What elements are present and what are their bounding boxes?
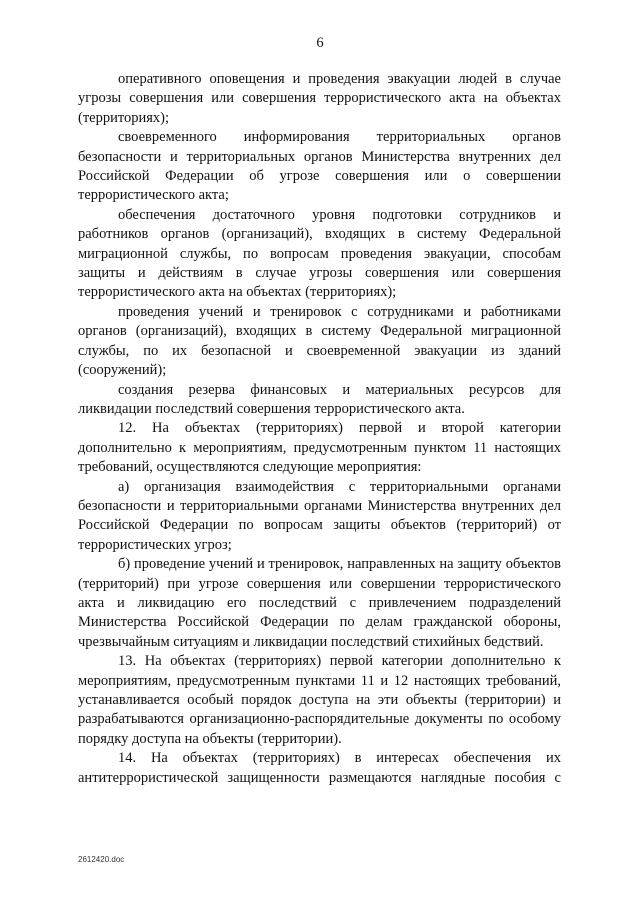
paragraph: своевременного информирования территориальных органов безопасности и территориальных органов Министерства внутренних дел Российской Федерации об угрозе совершения или о совершении террористического акта; xyxy=(78,129,561,204)
paragraph: создания резерва финансовых и материальных ресурсов для ликвидации последствий совершения террористического акта. xyxy=(78,381,561,417)
paragraph: 13. На объектах (территориях) первой категории дополнительно к мероприятиям, предусмотренным пунктами 11 и 12 настоящих требований, устанавливается особый порядок доступа на эти объекты (территории) и разрабатываются организационно-распорядительные документы по особому порядку доступа на объекты (территории). xyxy=(78,653,561,747)
paragraph: а) организация взаимодействия с территориальными органами безопасности и территориальными органами Министерства внутренних дел Российской Федерации по вопросам защиты объектов (территорий) от террористических угроз; xyxy=(78,478,561,553)
paragraph: оперативного оповещения и проведения эвакуации людей в случае угрозы совершения или совершения террористического акта на объектах (территориях); xyxy=(78,71,561,126)
page-number: 6 xyxy=(316,35,324,51)
paragraph: 14. На объектах (территориях) в интересах обеспечения их антитеррористической защищенности размещаются наглядные пособия с xyxy=(78,750,561,786)
paragraph: обеспечения достаточного уровня подготовки сотрудников и работников органов (организаций), входящих в систему Федеральной миграционной службы, по вопросам проведения эвакуации, способам защиты и действиям в случае угрозы совершения или совершения террористического акта на объектах (территориях); xyxy=(78,206,561,301)
paragraph: 12. На объектах (территориях) первой и второй категории дополнительно к мероприятиям, предусмотренным пунктом 11 настоящих требований, осуществляются следующие мероприятия: xyxy=(78,420,561,476)
footer-filename: 2612420.doc xyxy=(78,855,125,864)
document-body xyxy=(78,70,561,788)
paragraph: б) проведение учений и тренировок, направленных на защиту объектов (территорий) при угрозе совершения или совершении террористического акта и ликвидацию его последствий с привлечением подразделений Министерства Российской Федерации по делам гражданской обороны, чрезвычайным ситуациям и ликвидации последствий стихийных бедствий. xyxy=(78,556,561,650)
paragraph: проведения учений и тренировок с сотрудниками и работниками органов (организаций), входящих в систему Федеральной миграционной службы, по их безопасной и своевременной эвакуации из зданий (сооружений); xyxy=(78,303,561,379)
